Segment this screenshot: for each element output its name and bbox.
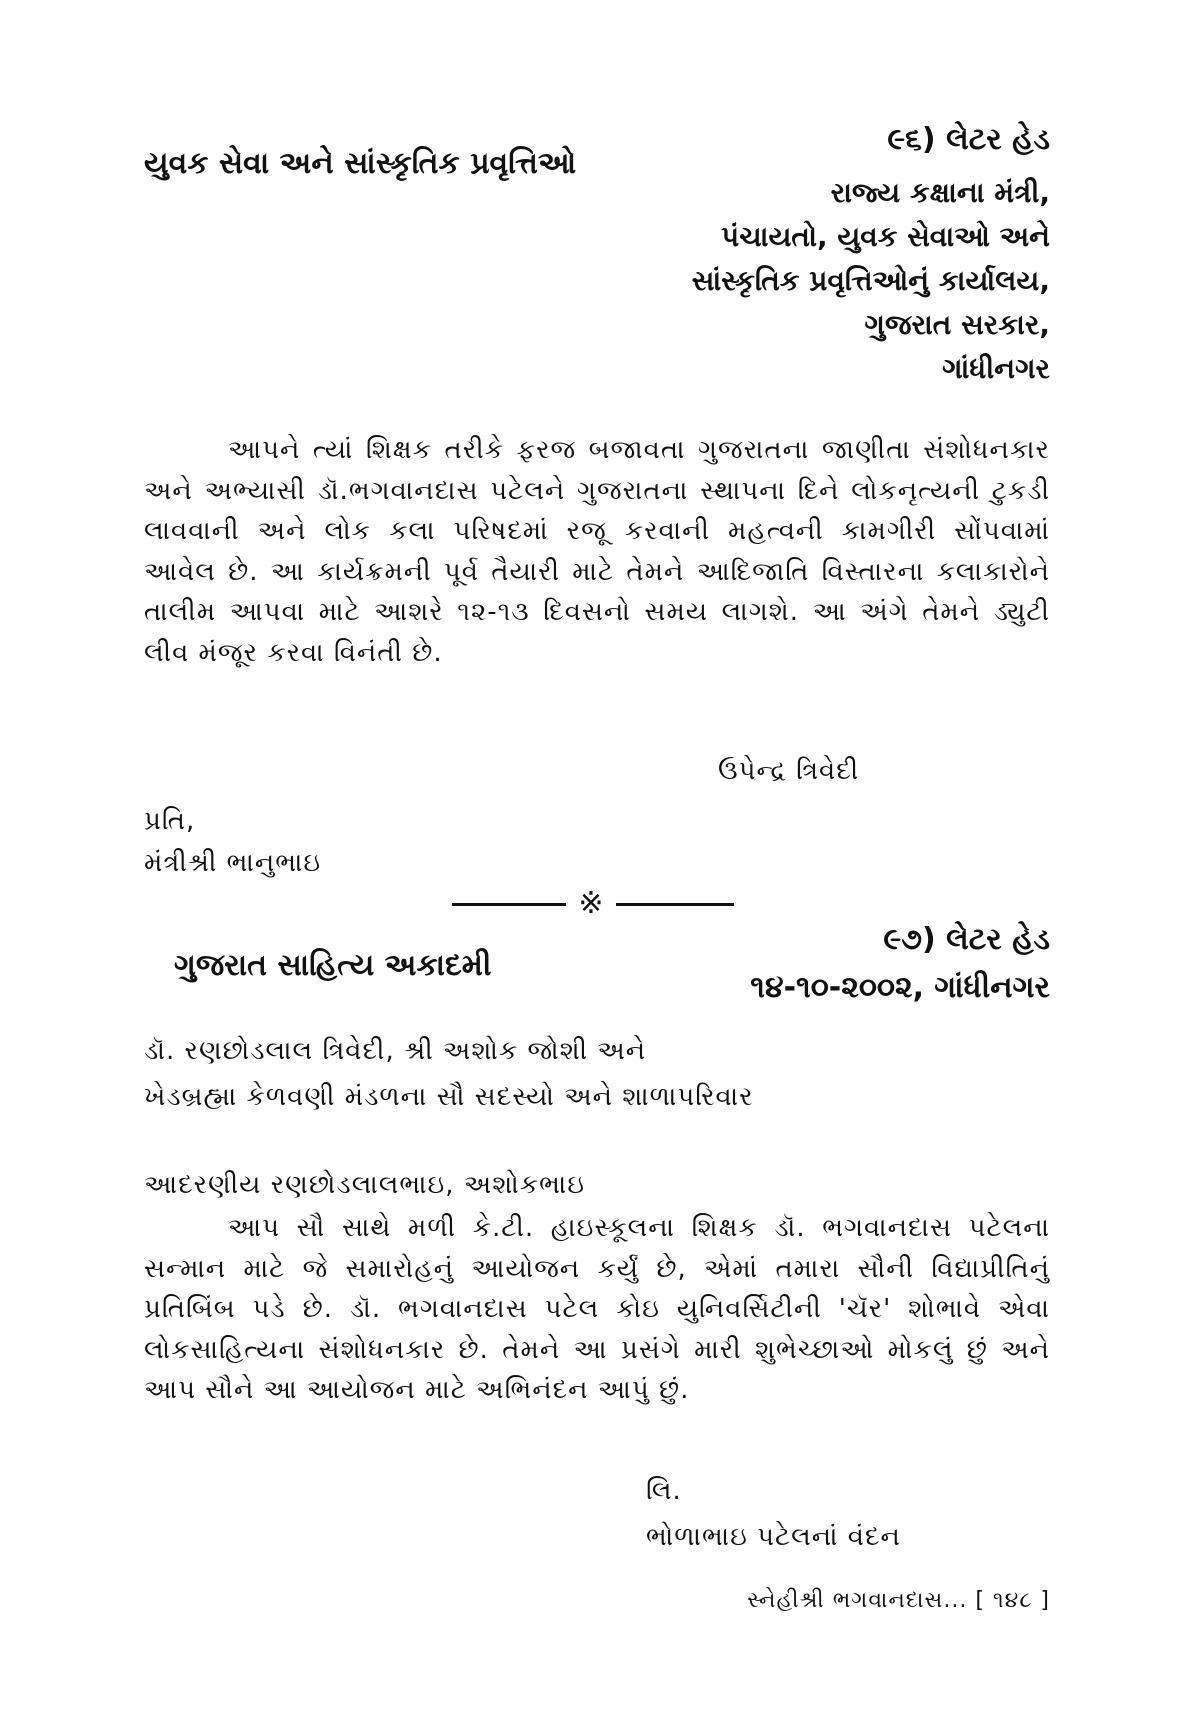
letter2-number: ૯૭) લેટર હેડ <box>883 922 1050 957</box>
letter1-to-label: પ્રતિ, <box>144 806 196 836</box>
letter1-body-paragraph: આપને ત્યાં શિક્ષક તરીકે ફરજ બજાવતા ગુજરાતના જાણીતા સંશોધનકાર અને અભ્યાસી ડૉ.ભગવાનદાસ પટેલને ગુજરાતના સ્થાપના દિને લોકનૃત્યની ટુકડી લાવવાની અને લોક કલા પરિષદમાં રજૂ કરવાની મહત્વની કામગીરી સોંપવામાં આવેલ છે. આ કાર્યક્રમની પૂર્વ તૈયારી માટે તેમને આદિજાતિ વિસ્તારના કલાકારોને તાલીમ આપવા માટે આશરે ૧૨-૧૩ દિવસનો સમય લાગશે. આ અંગે તેમને ડ્યુટી લીવ મંજૂર કરવા વિનંતી છે. <box>144 435 1050 668</box>
letter1-address-line-4: ગુજરાત સરકાર, <box>864 308 1050 341</box>
letter2-date-place: ૧૪-૧૦-૨૦૦૨, ગાંધીનગર <box>750 970 1050 1005</box>
page-footer: સ્નેહીશ્રી ભગવાનદાસ... [ ૧૪૮ ] <box>747 1588 1050 1613</box>
letter2-org-name: ગુજરાત સાહિત્ય અકાદમી <box>174 948 492 983</box>
letter2-closing: લિ. <box>646 1476 682 1506</box>
letter1-address-line-1: રાજ્ય કક્ષાના મંત્રી, <box>830 176 1050 209</box>
divider-ornament: ※ <box>566 884 616 924</box>
letter1-address-line-3: સાંસ્કૃતિક પ્રવૃત્તિઓનું કાર્યાલય, <box>691 264 1050 297</box>
letter2-recipient-line-2: ખેડબ્રહ્મા કેળવણી મંડળના સૌ સદસ્યો અને શાળાપરિવાર <box>144 1082 754 1112</box>
letter2-salutation: આદરણીય રણછોડલાલભાઇ, અશોકભાઇ <box>144 1170 586 1200</box>
letter1-address-line-2: પંચાયતો, યુવક સેવાઓ અને <box>721 220 1050 253</box>
letter2-recipient-line-1: ડૉ. રણછોડલાલ ત્રિવેદી, શ્રી અશોક જોશી અને <box>144 1036 647 1066</box>
letter1-signature: ઉપેન્દ્ર ત્રિવેદી <box>718 756 860 786</box>
letter1-to-name: મંત્રીશ્રી ભાનુભાઇ <box>144 848 322 878</box>
letter1-number: ૯૬) લેટર હેડ <box>887 122 1050 157</box>
letter2-body-paragraph: આપ સૌ સાથે મળી કે.ટી. હાઇસ્કૂલના શિક્ષક ડૉ. ભગવાનદાસ પટેલના સન્માન માટે જે સમારોહનું આયોજન કર્યું છે, એમાં તમારા સૌની વિદ્યાપ્રીતિનું પ્રતિબિંબ પડે છે. ડૉ. ભગવાનદાસ પટેલ કોઇ યુનિવર્સિટીની 'ચૅર' શોભાવે એવા લોકસાહિત્યના સંશોધનકાર છે. તેમને આ પ્રસંગે મારી શુભેચ્છાઓ મોકલું છું અને આપ સૌને આ આયોજન માટે અભિનંદન આપું છું. <box>144 1213 1050 1405</box>
letter2-body <box>144 1208 1050 1411</box>
letter1-org-name: યુવક સેવા અને સાંસ્કૃતિક પ્રવૃત્તિઓ <box>144 146 577 181</box>
letter1-body <box>144 430 1050 673</box>
letter2-signature: ભોળાભાઇ પટેલનાં વંદન <box>646 1522 901 1552</box>
letter1-address-line-5: ગાંધીનગર <box>942 352 1050 385</box>
